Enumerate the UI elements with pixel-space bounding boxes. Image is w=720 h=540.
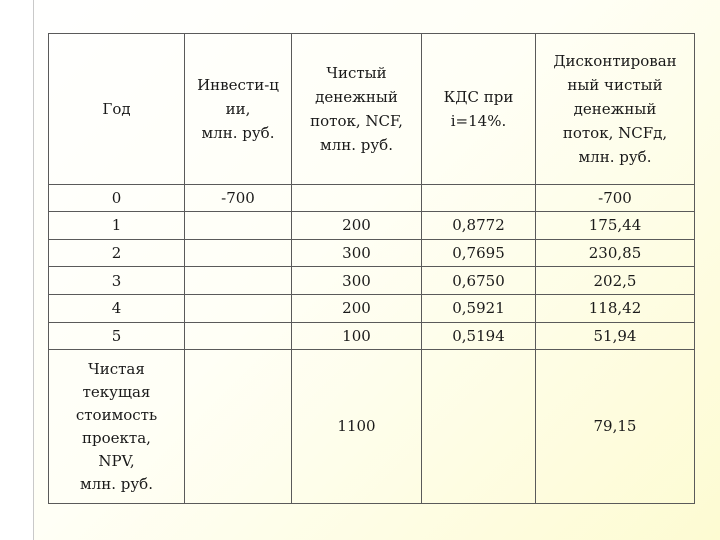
summary-label-npv: Чистая текущая стоимость проекта, NPV, млн. руб. <box>49 350 185 504</box>
header-discount-factor: КДС при i=14%. <box>422 34 536 185</box>
cell-ncf: 200 <box>292 295 422 323</box>
cell-investment <box>185 239 292 267</box>
cell-year: 4 <box>49 295 185 323</box>
cell-investment <box>185 267 292 295</box>
npv-calculation-table <box>48 33 695 504</box>
summary-ncfd-total: 79,15 <box>536 350 695 504</box>
cell-discount-factor: 0,5194 <box>422 322 536 350</box>
summary-investment-empty <box>185 350 292 504</box>
header-net-cash-flow: Чистый денежный поток, NCF, млн. руб. <box>292 34 422 185</box>
header-year: Год <box>49 34 185 185</box>
cell-ncfd: 230,85 <box>536 239 695 267</box>
summary-discount-empty <box>422 350 536 504</box>
table-row <box>49 212 695 240</box>
cell-ncfd: 118,42 <box>536 295 695 323</box>
cell-discount-factor <box>422 184 536 212</box>
table-row <box>49 295 695 323</box>
table-row <box>49 322 695 350</box>
cell-discount-factor: 0,6750 <box>422 267 536 295</box>
cell-year: 5 <box>49 322 185 350</box>
cell-year: 0 <box>49 184 185 212</box>
slide-left-margin <box>0 0 34 540</box>
cell-ncfd: 51,94 <box>536 322 695 350</box>
cell-ncf: 200 <box>292 212 422 240</box>
summary-ncf-total: 1100 <box>292 350 422 504</box>
cell-ncf: 300 <box>292 267 422 295</box>
header-discounted-cash-flow: Дисконтирован ный чистый денежный поток, NCFд, млн. руб. <box>536 34 695 185</box>
header-investments: Инвести-ц ии, млн. руб. <box>185 34 292 185</box>
table-row <box>49 239 695 267</box>
cell-investment <box>185 322 292 350</box>
cell-discount-factor: 0,5921 <box>422 295 536 323</box>
cell-ncfd: 202,5 <box>536 267 695 295</box>
cell-year: 2 <box>49 239 185 267</box>
cell-discount-factor: 0,7695 <box>422 239 536 267</box>
cell-discount-factor: 0,8772 <box>422 212 536 240</box>
cell-ncf <box>292 184 422 212</box>
table-summary-row <box>49 350 695 504</box>
cell-investment <box>185 212 292 240</box>
slide-left-divider <box>33 0 34 540</box>
cell-investment <box>185 295 292 323</box>
cell-ncf: 300 <box>292 239 422 267</box>
cell-ncfd: -700 <box>536 184 695 212</box>
cell-ncfd: 175,44 <box>536 212 695 240</box>
cell-investment: -700 <box>185 184 292 212</box>
cell-year: 3 <box>49 267 185 295</box>
table-header-row <box>49 34 695 185</box>
cell-year: 1 <box>49 212 185 240</box>
table-row <box>49 267 695 295</box>
cell-ncf: 100 <box>292 322 422 350</box>
table-row <box>49 184 695 212</box>
